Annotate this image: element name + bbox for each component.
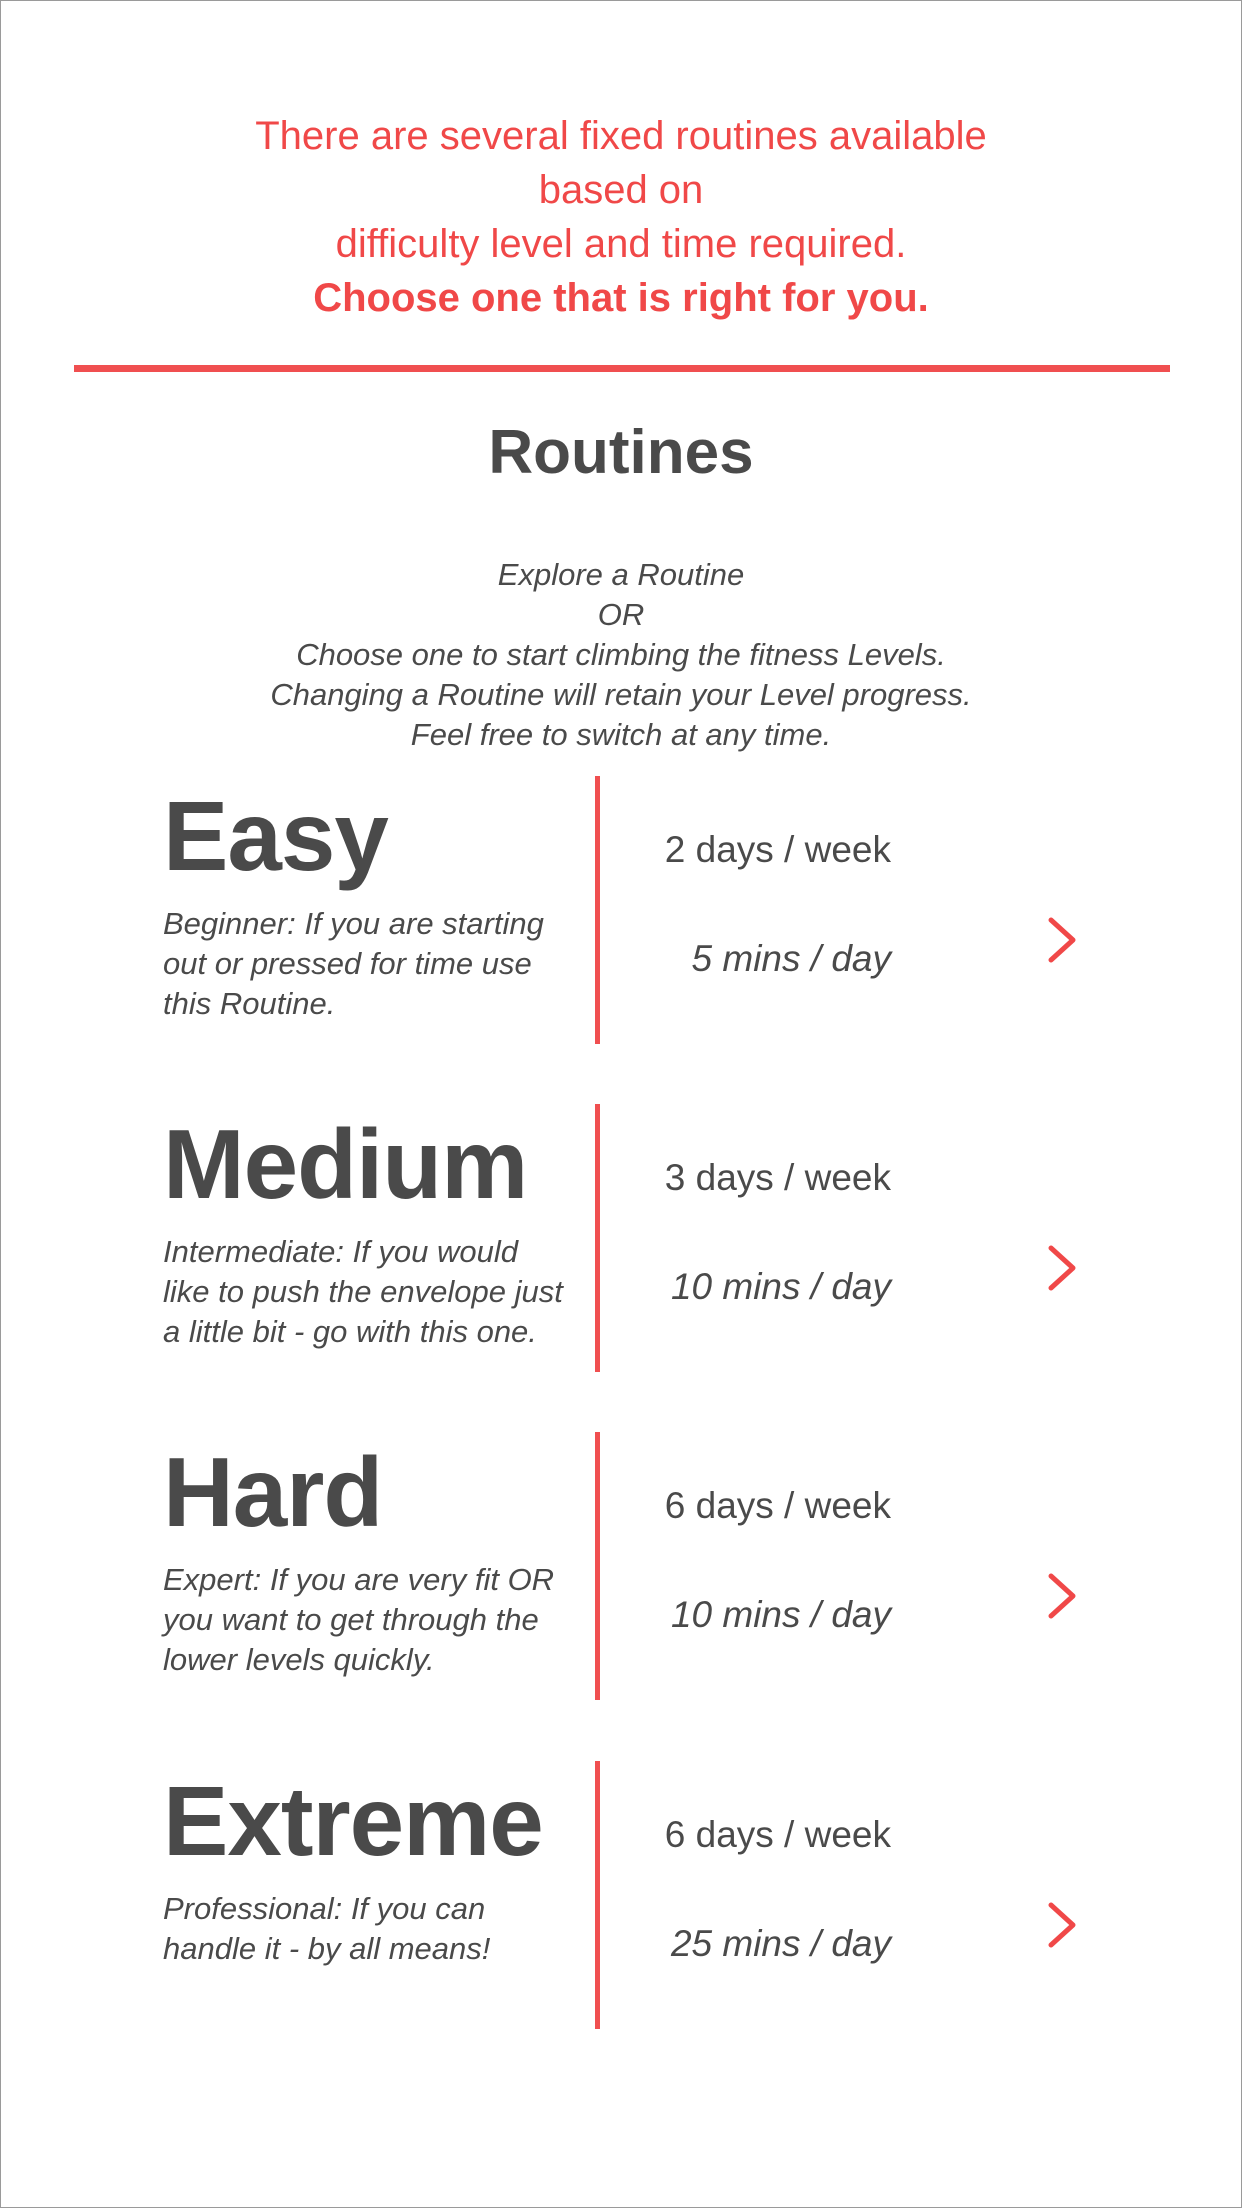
routine-description: Intermediate: If you would like to push the envelope just a little bit - go with this one.: [163, 1234, 563, 1349]
routine-days-per-week: 2 days / week: [664, 829, 891, 870]
routine-name: Hard: [163, 1437, 383, 1547]
routine-mins-per-day: 10 mins / day: [670, 1594, 891, 1635]
intro-line-2: based on: [538, 168, 704, 212]
intro-call-to-action: Choose one that is right for you.: [313, 276, 929, 320]
explain-line-5: Feel free to switch at any time.: [410, 717, 832, 752]
explain-line-2: OR: [597, 597, 645, 632]
explain-line-1: Explore a Routine: [497, 557, 745, 592]
routine-separator: [595, 1432, 600, 1700]
chevron-right-icon[interactable]: [1041, 916, 1085, 964]
routine-days-per-week: 6 days / week: [664, 1814, 891, 1855]
routine-row-medium[interactable]: [1, 1104, 1241, 1374]
intro-message: [1, 109, 1241, 325]
routine-mins-per-day: 25 mins / day: [670, 1923, 891, 1964]
routine-separator: [595, 776, 600, 1044]
routine-separator: [595, 1104, 600, 1372]
intro-line-3: difficulty level and time required.: [335, 222, 907, 266]
routine-description: Beginner: If you are starting out or pressed for time use this Routine.: [163, 906, 544, 1021]
intro-line-1: There are several fixed routines available: [255, 114, 987, 158]
explain-line-4: Changing a Routine will retain your Level progress.: [270, 677, 972, 712]
routine-days-per-week: 3 days / week: [664, 1157, 891, 1198]
chevron-right-icon[interactable]: [1041, 1901, 1085, 1949]
routine-row-hard[interactable]: [1, 1432, 1241, 1702]
routine-name: Medium: [163, 1109, 528, 1219]
routine-name: Easy: [163, 781, 388, 891]
chevron-right-icon[interactable]: [1041, 1572, 1085, 1620]
explain-line-3: Choose one to start climbing the fitness Levels.: [296, 637, 946, 672]
routine-row-extreme[interactable]: [1, 1761, 1241, 2031]
routine-separator: [595, 1761, 600, 2029]
routine-name: Extreme: [163, 1766, 543, 1876]
routines-explanation: [1, 555, 1241, 755]
routine-description: Expert: If you are very fit OR you want to get through the lower levels quickly.: [163, 1562, 555, 1677]
page-title: Routines: [488, 418, 754, 487]
routine-row-easy[interactable]: [1, 776, 1241, 1046]
section-divider: [74, 365, 1170, 372]
routine-description: Professional: If you can handle it - by all means!: [163, 1891, 491, 1966]
routine-mins-per-day: 5 mins / day: [691, 938, 891, 979]
routine-mins-per-day: 10 mins / day: [670, 1266, 891, 1307]
chevron-right-icon[interactable]: [1041, 1244, 1085, 1292]
routine-days-per-week: 6 days / week: [664, 1485, 891, 1526]
